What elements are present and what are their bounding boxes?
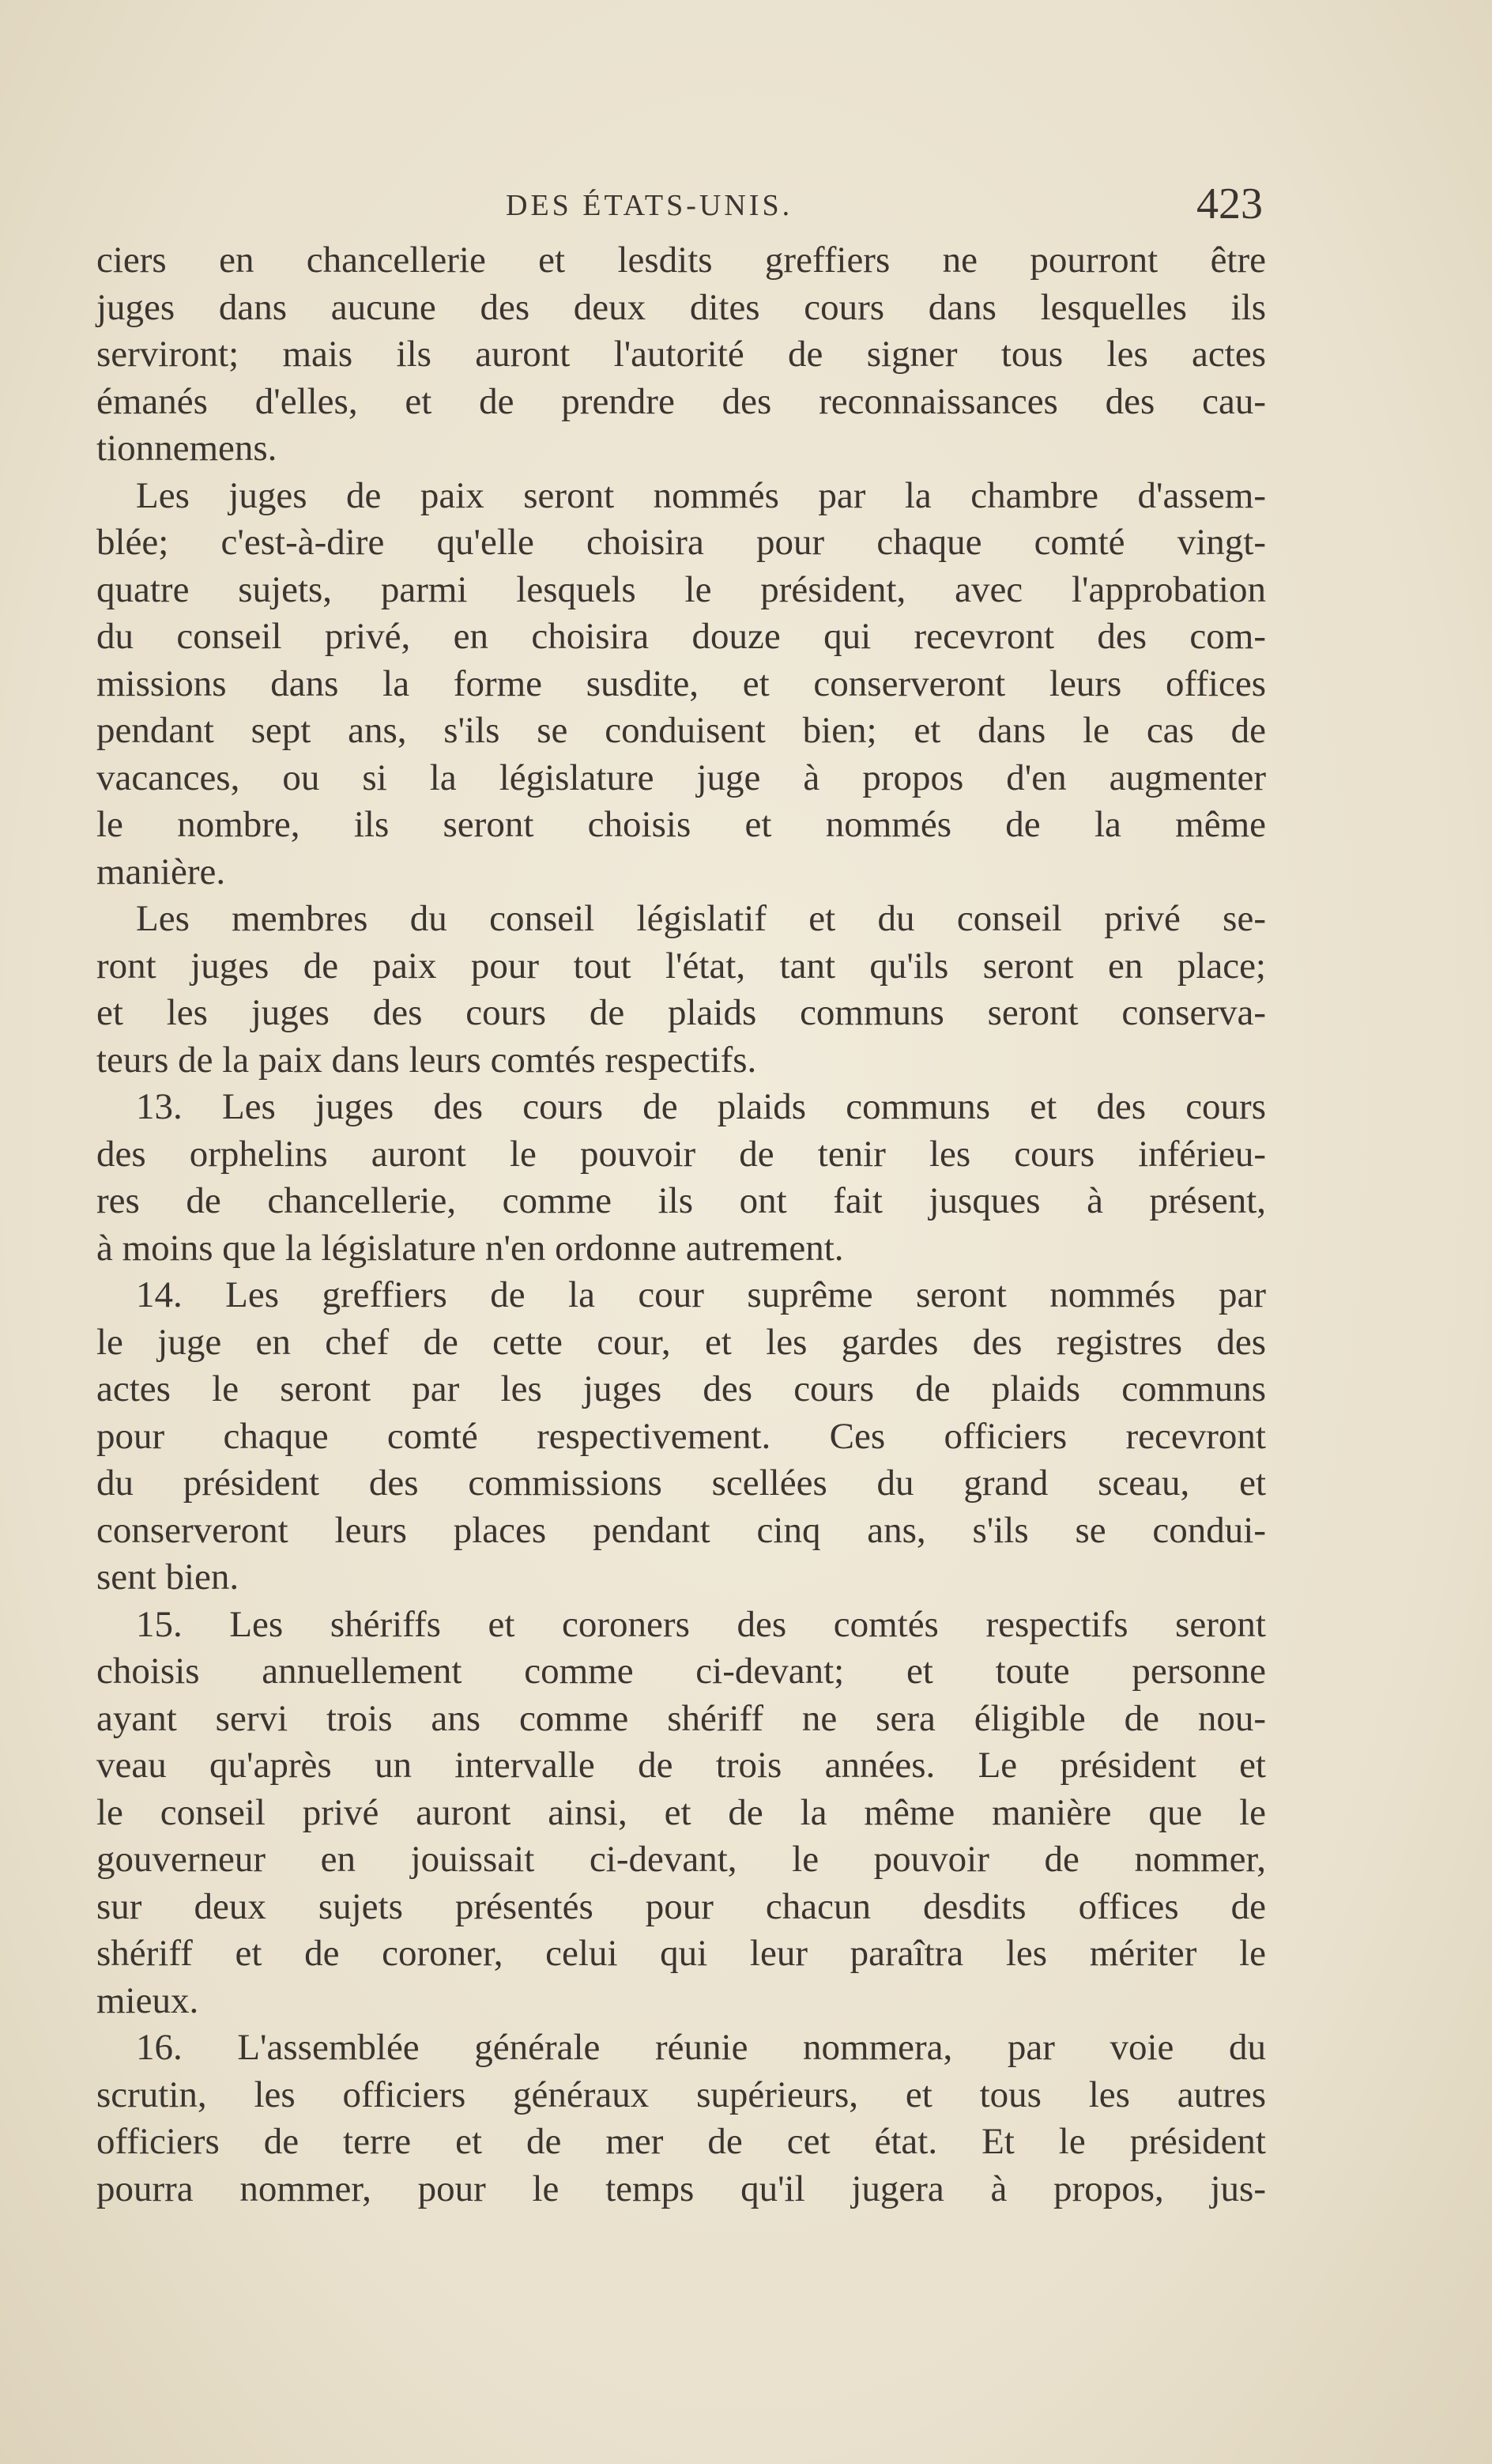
text-line: gouverneur en jouissait ci-devant, le pouvoir de nommer, — [96, 1839, 1266, 1880]
text-line: teurs de la paix dans leurs comtés respectifs. — [96, 1039, 757, 1081]
text-line: 14. Les greffiers de la cour suprême seront nommés par — [136, 1274, 1266, 1315]
text-line: le nombre, ils seront choisis et nommés de la même — [96, 804, 1266, 845]
text-line: officiers de terre et de mer de cet état. Et le président — [96, 2121, 1266, 2162]
text-line: sur deux sujets présentés pour chacun desdits offices de — [96, 1885, 1266, 1927]
text-line: pourra nommer, pour le temps qu'il jugera à propos, jus- — [96, 2168, 1266, 2209]
text-line: Les juges de paix seront nommés par la chambre d'assem- — [136, 474, 1266, 516]
text-line: le conseil privé auront ainsi, et de la même manière que le — [96, 1791, 1266, 1833]
text-line: pendant sept ans, s'ils se conduisent bien; et dans le cas de — [96, 710, 1266, 751]
text-line: ront juges de paix pour tout l'état, tant qu'ils seront en place; — [96, 945, 1266, 987]
text-line: choisis annuellement comme ci-devant; et toute personne — [96, 1651, 1266, 1692]
page-header — [103, 179, 1264, 239]
text-line: sent bien. — [96, 1557, 239, 1598]
text-line: res de chancellerie, comme ils ont fait jusques à présent, — [96, 1180, 1266, 1221]
text-line: serviront; mais ils auront l'autorité de signer tous les actes — [96, 334, 1266, 375]
text-line: vacances, ou si la législature juge à propos d'en augmenter — [96, 757, 1266, 798]
text-line: pour chaque comté respectivement. Ces officiers recevront — [96, 1415, 1266, 1457]
text-line: conserveront leurs places pendant cinq ans, s'ils se condui- — [96, 1509, 1266, 1551]
text-line: shériff et de coroner, celui qui leur paraîtra les mériter le — [96, 1933, 1266, 1974]
text-line: ayant servi trois ans comme shériff ne sera éligible de nou- — [96, 1697, 1266, 1739]
page-number: 423 — [1196, 179, 1263, 228]
text-line: manière. — [96, 851, 226, 892]
text-line: tionnemens. — [96, 428, 277, 469]
text-line: veau qu'après un intervalle de trois années. Le président et — [96, 1745, 1266, 1786]
text-line: juges dans aucune des deux dites cours dans lesquelles ils — [96, 286, 1266, 328]
text-line: émanés d'elles, et de prendre des reconnaissances des cau- — [96, 380, 1266, 422]
text-line: missions dans la forme susdite, et conserveront leurs offices — [96, 662, 1266, 704]
text-line: des orphelins auront le pouvoir de tenir les cours inférieu- — [96, 1133, 1266, 1175]
text-line: actes le seront par les juges des cours de plaids communs — [96, 1368, 1266, 1409]
text-line: du président des commissions scellées du grand sceau, et — [96, 1462, 1266, 1504]
text-line: le juge en chef de cette cour, et les gardes des registres des — [96, 1321, 1266, 1363]
running-title: DES ÉTATS-UNIS. — [506, 189, 793, 222]
text-line: quatre sujets, parmi lesquels le président, avec l'approbation — [96, 568, 1266, 610]
text-line: 13. Les juges des cours de plaids communs et des cours — [136, 1086, 1266, 1127]
text-line: scrutin, les officiers généraux supérieurs, et tous les autres — [96, 2073, 1266, 2115]
text-line: ciers en chancellerie et lesdits greffiers ne pourront être — [96, 240, 1266, 281]
text-line: et les juges des cours de plaids communs seront conserva- — [96, 992, 1266, 1033]
text-line: 16. L'assemblée générale réunie nommera, par voie du — [136, 2027, 1266, 2068]
text-line: Les membres du conseil législatif et du conseil privé se- — [136, 898, 1266, 939]
text-line: du conseil privé, en choisira douze qui recevront des com- — [96, 616, 1266, 657]
text-line: mieux. — [96, 1979, 199, 2021]
text-line: blée; c'est-à-dire qu'elle choisira pour chaque comté vingt- — [96, 522, 1266, 563]
body-text — [96, 237, 1266, 2213]
text-line: à moins que la législature n'en ordonne autrement. — [96, 1227, 844, 1269]
text-line: 15. Les shériffs et coroners des comtés respectifs seront — [136, 1603, 1266, 1645]
